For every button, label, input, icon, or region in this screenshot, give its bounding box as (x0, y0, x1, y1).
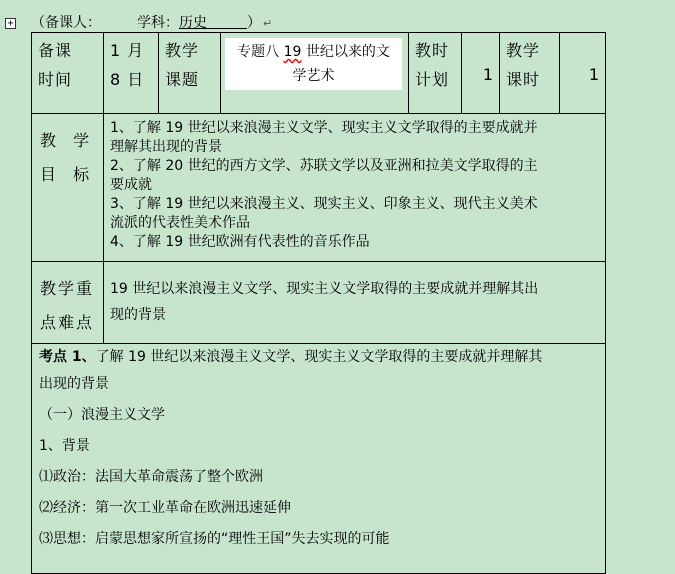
topic-label-line1: 教学 (165, 41, 200, 60)
table-row (32, 114, 606, 262)
topic-label-line2: 课题 (165, 70, 200, 89)
list-item: 1、了解 19 世纪以来浪漫主义文学、现实主义文学取得的主要成就并 (110, 120, 538, 136)
exam-point-label: 考点 1、 (39, 349, 96, 365)
list-item: 要成就 (110, 177, 152, 193)
list-item: ⑴政治：法国大革命震荡了整个欧洲 (39, 469, 263, 485)
table-row (32, 262, 606, 344)
goals-label-cell (32, 114, 104, 262)
key-label-line2: 点难点 (40, 313, 95, 332)
section-title: （一）浪漫主义文学 (39, 407, 165, 423)
lesson-plan-table (31, 32, 606, 574)
hours-value-cell[interactable] (560, 33, 606, 114)
time-label-cell (32, 33, 104, 114)
key-text-line1: 19 世纪以来浪漫主义文学、现实主义文学取得的主要成就并理解其出 (110, 281, 539, 297)
topic-title-part-a: 专题八 (237, 44, 284, 60)
close-paren: ） (247, 15, 261, 31)
plan-label-cell (409, 33, 462, 114)
date-month: 1 月 (110, 41, 145, 60)
goals-cell[interactable] (104, 114, 606, 262)
preparer-label: （备课人： (31, 15, 101, 31)
table-move-handle-icon[interactable]: + (5, 18, 16, 29)
topic-title-box (225, 38, 402, 90)
subsection-title: 1、背景 (39, 438, 90, 454)
list-item: 理解其出现的背景 (110, 139, 222, 155)
topic-label-cell (159, 33, 221, 114)
time-label-line2: 时间 (38, 70, 73, 89)
time-label-line1: 备课 (38, 41, 73, 60)
plan-label-line1: 教时 (415, 41, 450, 60)
list-item: 2、了解 20 世纪的西方文学、苏联文学以及亚洲和拉美文学取得的主 (110, 158, 538, 174)
goals-list (104, 114, 605, 255)
paragraph-mark-icon: ↵ (263, 17, 273, 30)
hours-label-line1: 教学 (506, 41, 541, 60)
content-cell[interactable] (32, 344, 606, 574)
table-row (32, 33, 606, 114)
goals-label-line1: 教 学 (40, 131, 96, 150)
plan-value: 1 (482, 65, 493, 84)
lesson-content (32, 344, 605, 553)
plan-value-cell[interactable] (462, 33, 500, 114)
topic-title-part-b: 19 (283, 44, 302, 60)
list-item: 4、了解 19 世纪欧洲有代表性的音乐作品 (110, 234, 370, 250)
topic-title-cell[interactable] (221, 33, 409, 114)
date-cell[interactable] (104, 33, 159, 114)
hours-label-line2: 课时 (506, 70, 541, 89)
table-row (32, 344, 606, 574)
list-item: 流派的代表性美术作品 (110, 215, 250, 231)
key-text-line2: 现的背景 (110, 307, 166, 323)
key-points-cell[interactable] (104, 262, 606, 344)
goals-label-line2: 目 标 (40, 165, 96, 184)
subject-value: 历史 (179, 15, 207, 31)
key-label-cell (32, 262, 104, 344)
exam-point-text-2: 出现的背景 (39, 376, 109, 392)
plan-label-line2: 计划 (415, 70, 450, 89)
hours-value: 1 (588, 65, 599, 84)
topic-title-part-c: 世纪以来的文 (301, 44, 390, 60)
subject-label: 学科： (137, 15, 179, 31)
exam-point-text-1: 了解 19 世纪以来浪漫主义文学、现实主义文学取得的主要成就并理解其 (95, 349, 543, 365)
topic-title-part-d: 学艺术 (292, 68, 335, 84)
preparer-line (31, 12, 272, 32)
key-label-line1: 教学重 (40, 279, 95, 298)
list-item: 3、了解 19 世纪以来浪漫主义、现实主义、印象主义、现代主义美术 (110, 196, 538, 212)
date-day: 8 日 (110, 70, 145, 89)
list-item: ⑶思想：启蒙思想家所宣扬的“理性王国”失去实现的可能 (39, 531, 390, 547)
hours-label-cell (500, 33, 560, 114)
list-item: ⑵经济：第一次工业革命在欧洲迅速延伸 (39, 500, 291, 516)
